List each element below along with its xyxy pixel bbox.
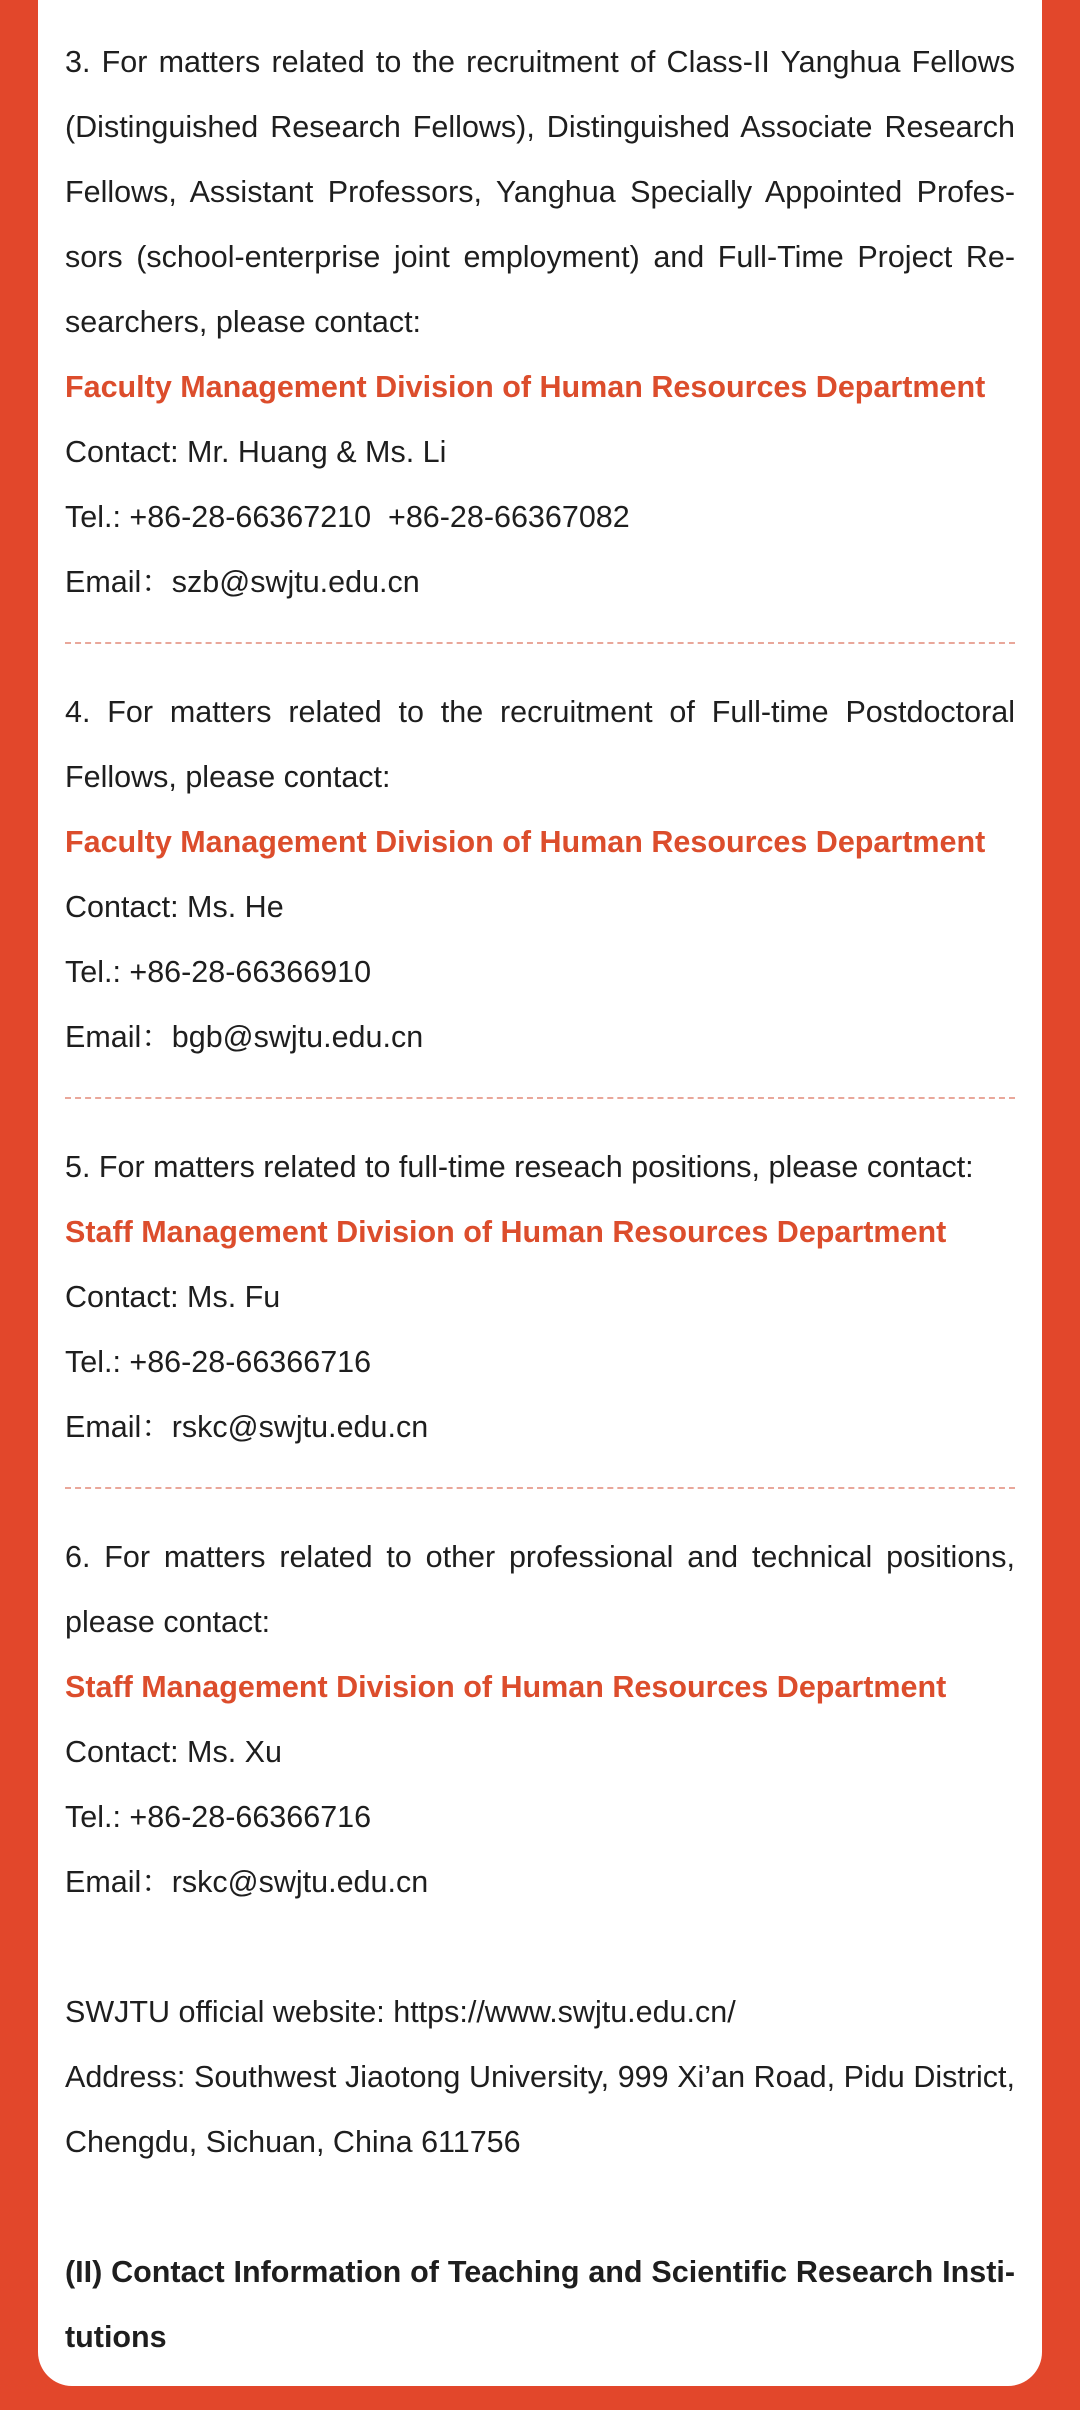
section-5-email: Email：rskc@swjtu.edu.cn bbox=[65, 1410, 429, 1444]
section-heading-ii: (II) Contact Information of Teaching and Scientific Research Insti-tutions bbox=[65, 2255, 1015, 2354]
section-3-email: Email：szb@swjtu.edu.cn bbox=[65, 565, 420, 599]
university-info bbox=[65, 1980, 1015, 2175]
section-6-contact: Contact: Ms. Xu bbox=[65, 1735, 282, 1769]
section-4-tel: Tel.: +86-28-66366910 bbox=[65, 955, 372, 989]
content-card bbox=[38, 0, 1042, 2386]
section-6-tel: Tel.: +86-28-66366716 bbox=[65, 1800, 372, 1834]
section-6-intro: 6. For matters related to other professional and technical positions, please contact: bbox=[65, 1540, 1015, 1639]
section-3-tel: Tel.: +86-28-66367210 +86-28-66367082 bbox=[65, 500, 630, 534]
section-5-intro: 5. For matters related to full-time reseach positions, please contact: bbox=[65, 1150, 974, 1184]
section-6-email: Email：rskc@swjtu.edu.cn bbox=[65, 1865, 429, 1899]
official-website: SWJTU official website: https://www.swjtu.edu.cn/ bbox=[65, 1995, 736, 2029]
spacer bbox=[65, 2175, 1015, 2240]
section-3-department: Faculty Management Division of Human Resources Department bbox=[65, 370, 986, 404]
section-4-email: Email：bgb@swjtu.edu.cn bbox=[65, 1020, 424, 1054]
section-4-intro: 4. For matters related to the recruitment of Full-time Postdoctoral Fellows, please contact: bbox=[65, 695, 1015, 794]
section-5-department: Staff Management Division of Human Resources Department bbox=[65, 1215, 947, 1249]
section-5-contact: Contact: Ms. Fu bbox=[65, 1280, 281, 1314]
section-4-contact: Contact: Ms. He bbox=[65, 890, 284, 924]
contact-section-5 bbox=[65, 1135, 1015, 1460]
contact-section-4 bbox=[65, 680, 1015, 1070]
section-divider bbox=[65, 1097, 1015, 1099]
section-6-department: Staff Management Division of Human Resources Department bbox=[65, 1670, 947, 1704]
university-address: Address: Southwest Jiaotong University, 999 Xi’an Road, Pidu District, Chengdu, Sichuan, China 611756 bbox=[65, 2060, 1015, 2159]
section-divider bbox=[65, 642, 1015, 644]
section-5-tel: Tel.: +86-28-66366716 bbox=[65, 1345, 372, 1379]
section-3-contact: Contact: Mr. Huang & Ms. Li bbox=[65, 435, 447, 469]
section-4-department: Faculty Management Division of Human Resources Department bbox=[65, 825, 986, 859]
contact-section-6 bbox=[65, 1525, 1015, 1915]
section-divider bbox=[65, 1487, 1015, 1489]
spacer bbox=[65, 1915, 1015, 1980]
section-3-intro: 3. For matters related to the recruitment of Class-II Yanghua Fellows (Distinguished Research Fellows), Distinguished Associate Research Fellows, Assistant Professors, Yanghua Specially Appointed Profes-sors (school-enterprise joint employment) and Full-Time Project Re-searchers, please contact: bbox=[65, 45, 1015, 339]
contact-section-3 bbox=[65, 30, 1015, 615]
